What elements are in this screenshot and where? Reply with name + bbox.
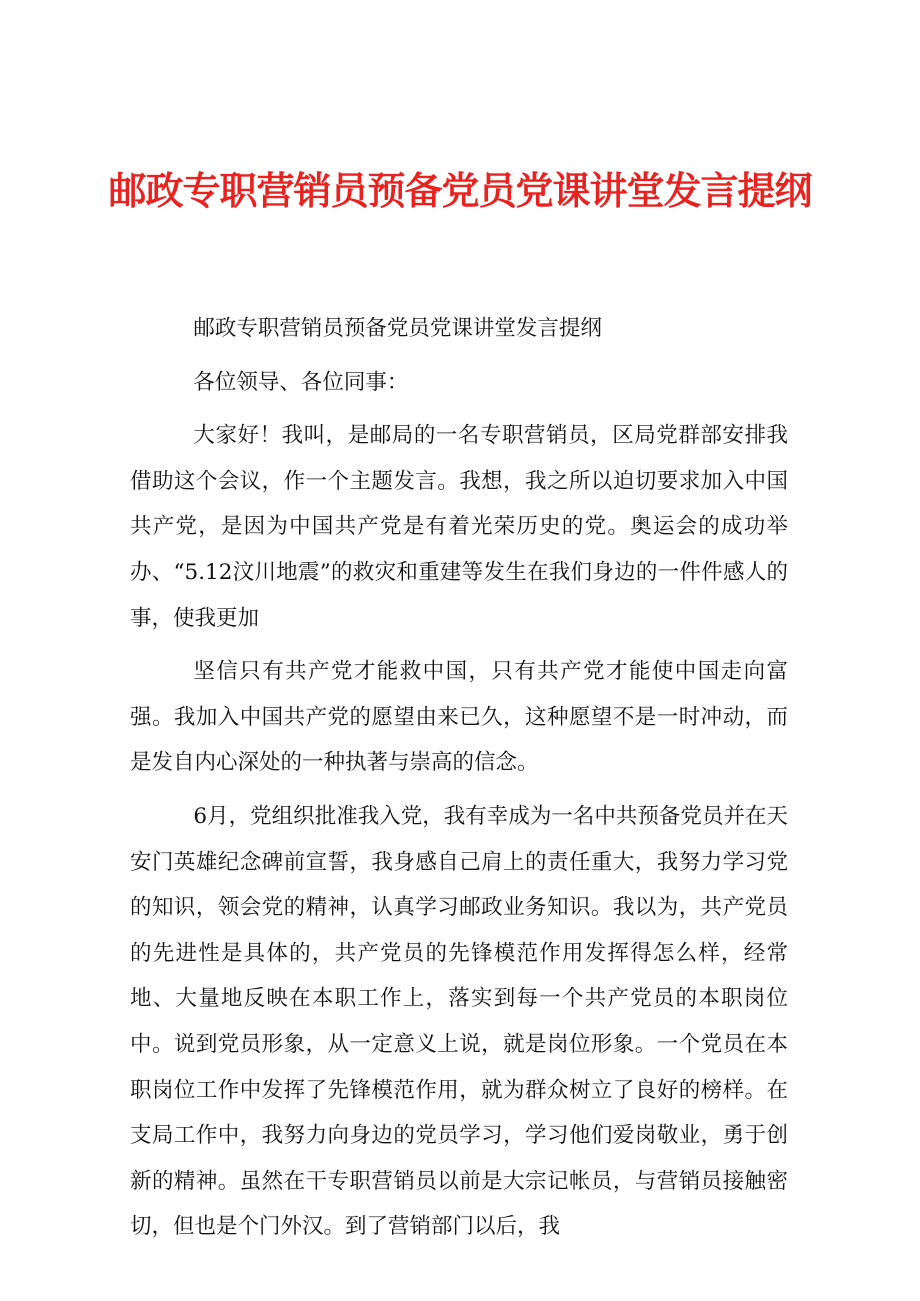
salutation: 各位领导、各位同事： (193, 369, 409, 395)
body-paragraph: 坚信只有共产党才能救中国，只有共产党才能使中国走向富强。我加入中国共产党的愿望由来已久，这种愿望不是一时冲动，而是发自内心深处的一种执著与崇高的信念。 (130, 659, 788, 776)
document-body (130, 306, 788, 1258)
document-title: 邮政专职营销员预备党员党课讲堂发言提纲 (108, 169, 812, 214)
body-paragraph: 6月，党组织批准我入党，我有幸成为一名中共预备党员并在天安门英雄纪念碑前宣誓，我身感自己肩上的责任重大，我努力学习党的知识，领会党的精神，认真学习邮政业务知识。我以为，共产党员的先进性是具体的，共产党员的先锋模范作用发挥得怎么样，经常地、大量地反映在本职工作上，落实到每一个共产党员的本职岗位中。说到党员形象，从一定意义上说，就是岗位形象。一个党员在本职岗位工作中发挥了先锋模范作用，就为群众树立了良好的榜样。在支局工作中，我努力向身边的党员学习，学习他们爱岗敬业，勇于创新的精神。虽然在干专职营销员以前是大宗记帐员，与营销员接触密切，但也是个门外汉。到了营销部门以后，我 (130, 803, 788, 1240)
body-paragraph: 大家好！我叫，是邮局的一名专职营销员，区局党群部安排我借助这个会议，作一个主题发言。我想，我之所以迫切要求加入中国共产党，是因为中国共产党是有着光荣历史的党。奥运会的成功举办、“5.12汶川地震”的救灾和重建等发生在我们身边的一件件感人的事，使我更加 (130, 423, 788, 631)
body-subtitle: 邮政专职营销员预备党员党课讲堂发言提纲 (193, 316, 602, 341)
